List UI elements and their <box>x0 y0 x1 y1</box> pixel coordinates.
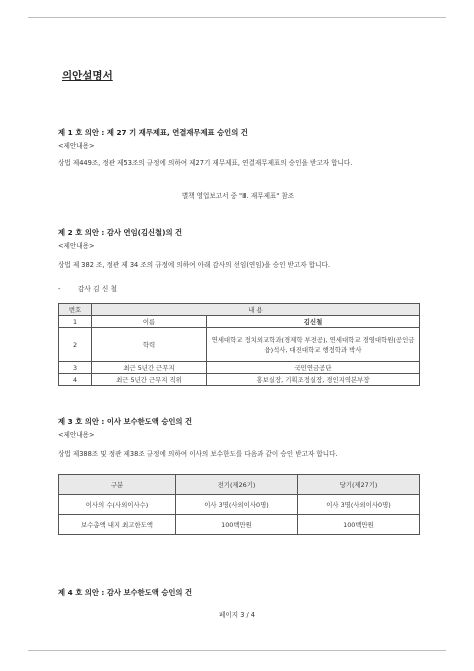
bottom-rule <box>28 650 446 651</box>
header-previous: 전기(제26기) <box>176 475 298 495</box>
row-label: 최근 5년간 근무지 <box>92 362 207 374</box>
row-current: 100백만원 <box>298 515 420 535</box>
document-title: 의안설명서 <box>62 70 113 82</box>
agenda3-body: 상법 제388조 및 정관 제38조 규정에 의하여 이사의 보수한도를 다음과 같이 승인 받고자 합니다. <box>58 450 338 458</box>
row-number: 1 <box>59 316 92 328</box>
row-label: 이름 <box>92 316 207 328</box>
agenda3-subheading: <제안내용> <box>58 431 95 439</box>
row-label: 최근 5년간 근무지 직위 <box>92 374 207 386</box>
header-content: 내 용 <box>92 304 420 316</box>
table-row <box>59 374 420 386</box>
table-row <box>59 495 420 515</box>
director-pay-table <box>58 474 420 535</box>
agenda3-heading: 제 3 호 의안 : 이사 보수한도액 승인의 건 <box>58 417 193 426</box>
auditor-table <box>58 303 420 386</box>
row-value: 홍보실장, 기획조정실장, 경인지역본부장 <box>207 374 420 386</box>
row-label: 보수총액 내지 최고한도액 <box>59 515 176 535</box>
row-value: 김신철 <box>207 316 420 328</box>
page-number: 페이지 3 / 4 <box>218 611 255 619</box>
table-row <box>59 316 420 328</box>
agenda1-subheading: <제안내용> <box>58 142 95 150</box>
table-header-row <box>59 475 420 495</box>
agenda2-heading: 제 2 호 의안 : 감사 연임(김신철)의 건 <box>58 228 183 237</box>
row-number: 2 <box>59 328 92 362</box>
row-label: 학력 <box>92 328 207 362</box>
agenda2-bullet: - 감사 김 신 철 <box>58 285 118 293</box>
row-value: 국민연금공단 <box>207 362 420 374</box>
row-value: 연세대학교 정치외교학과(경제학 부전공), 연세대학교 경영대학원(공인금융)석사, 대진대학교 행정학과 박사 <box>207 328 420 362</box>
agenda1-body: 상법 제449조, 정관 제53조의 규정에 의하여 제27기 재무제표, 연결재무제표의 승인을 받고자 합니다. <box>58 159 353 167</box>
row-current: 이사 3명(사외이사0명) <box>298 495 420 515</box>
table-header-row <box>59 304 420 316</box>
row-number: 3 <box>59 362 92 374</box>
agenda2-subheading: <제안내용> <box>58 242 95 250</box>
row-label: 이사의 수(사외이사수) <box>59 495 176 515</box>
row-previous: 이사 3명(사외이사0명) <box>176 495 298 515</box>
header-current: 당기(제27기) <box>298 475 420 495</box>
table-row <box>59 362 420 374</box>
agenda4-heading: 제 4 호 의안 : 감사 보수한도액 승인의 건 <box>58 588 193 597</box>
agenda1-heading: 제 1 호 의안 : 제 27 기 재무제표, 연결재무제표 승인의 건 <box>58 128 248 137</box>
row-previous: 100백만원 <box>176 515 298 535</box>
top-rule <box>28 17 446 18</box>
table-row <box>59 328 420 362</box>
agenda2-body: 상법 제 382 조, 정관 제 34 조의 규정에 의하여 아래 감사의 선임(연임)을 승인 받고자 합니다. <box>58 261 330 269</box>
table-row <box>59 515 420 535</box>
row-number: 4 <box>59 374 92 386</box>
header-label: 구분 <box>59 475 176 495</box>
header-number: 번호 <box>59 304 92 316</box>
agenda1-note: 별책 영업보고서 중 "Ⅲ. 재무제표" 참조 <box>181 192 295 200</box>
